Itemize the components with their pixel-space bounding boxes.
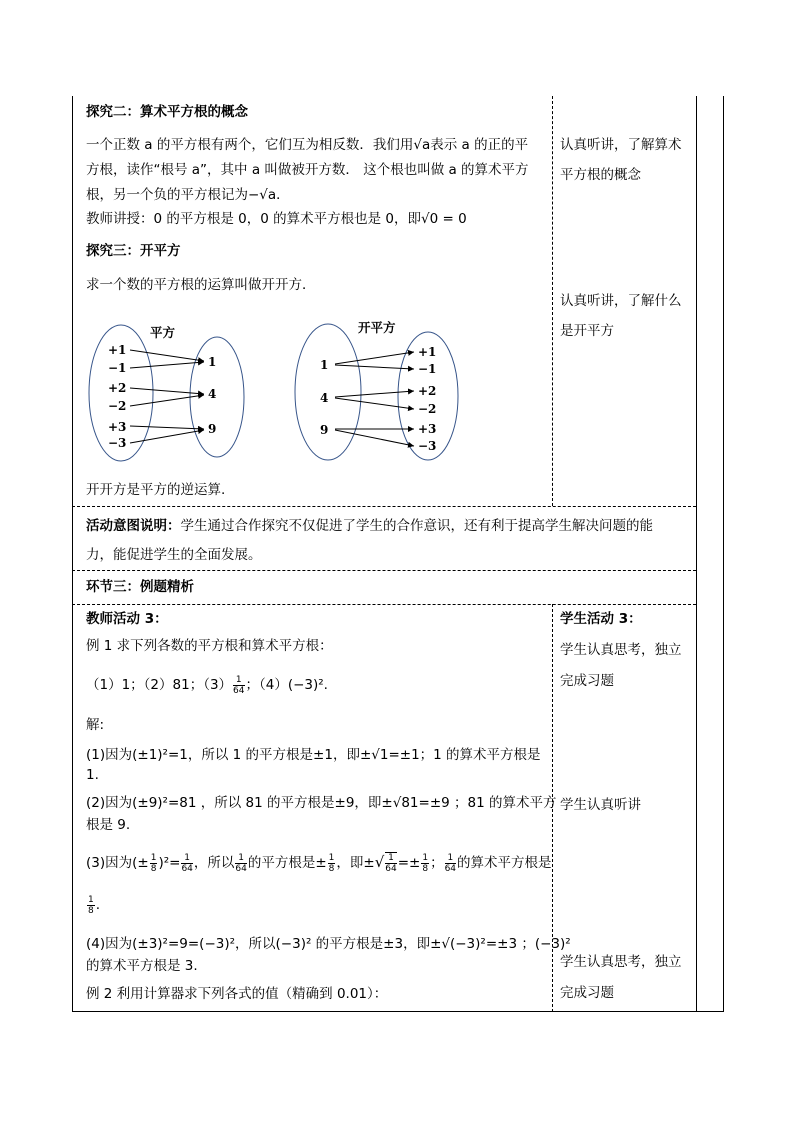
solution-line: (4)因为(±3)²=9=(−3)²，所以(−3)² 的平方根是±3，即±√(−3)²=±3 ；(−3)² [86,936,571,952]
items-text: （1）1；（2）81；（3） [86,677,233,693]
intent-text: 学生通过合作探究不仅促进了学生的合作意识，还有利于提高学生解决问题的能 [180,518,653,534]
element-label: 1 [320,358,329,372]
element-label: +3 [418,422,437,436]
intent-line: 力，能促进学生的全面发展。 [86,547,262,563]
teacher-activity-heading: 教师活动 3： [86,611,168,627]
student-note-line: 认真听讲，了解算术 [560,137,682,153]
example1-items [86,672,328,698]
section3-heading: 环节三：例题精析 [86,579,194,595]
element-label: +1 [418,345,437,359]
mapping-diagrams [80,312,540,472]
element-label: 1 [208,355,217,369]
explore3-definition: 求一个数的平方根的运算叫做开开方． [86,277,316,293]
element-label: 9 [208,422,217,436]
element-label: 9 [320,423,329,437]
student-note-line: 平方根的概念 [560,167,641,183]
student-activity-line: 完成习题 [560,985,614,1001]
solution-line-3-end: $\frac{1}{8}$ . [88,894,101,916]
student-activity-heading: 学生活动 3： [560,611,642,627]
right-set-ellipse [190,337,244,457]
teacher-lecture-text: 教师讲授：0 的平方根是 0，0 的算术平方根也是 0，即√0 = 0 [86,211,467,227]
element-label: −1 [418,362,437,376]
element-label: −2 [108,399,127,413]
student-activity-line: 学生认真思考，独立 [560,642,682,658]
column-divider-top [552,96,553,506]
element-label: +2 [418,384,437,398]
explore2-paragraph-line: 一个正数 a 的平方根有两个，它们互为相反数．我们用√a表示 a 的正的平 [86,137,529,153]
element-label: −1 [108,361,127,375]
square-diagram-title: 平方 [150,325,176,340]
element-label: −3 [108,436,127,450]
example1-prompt: 例 1 求下列各数的平方根和算术平方根： [86,638,333,654]
element-label: +2 [108,381,127,395]
student-note-line: 认真听讲，了解什么 [560,293,682,309]
solution-line: 根是 9. [86,817,131,833]
explore2-paragraph-line: 根，另一个负的平方根记为−√a． [86,187,290,203]
explore2-paragraph-line: 方根，读作“根号 a”，其中 a 叫做被开方数． 这个根也叫做 a 的算术平方 [86,162,529,178]
square-diagram [89,325,244,461]
row-divider [72,570,696,571]
row-divider [72,604,696,605]
solution-line-3: (3)因为(± $\frac{1}{8}$ )²= $\frac{1}{64}$ ，所以 $\frac{1}{64}$ 的平方根是± $\frac{1}{8}$ ，即±√ $\frac{1}{64}$ =± $\frac{1}{8}$ ； $\frac{1}{64}$ 的算术平方根是 [86,852,552,874]
explore3-heading: 探究三：开平方 [86,243,181,259]
student-activity-line: 完成习题 [560,673,614,689]
fraction: $\frac{1}{64}$ [233,674,245,696]
student-note-line: 是开平方 [560,323,614,339]
element-label: 4 [208,387,217,401]
explore3-conclusion: 开开方是平方的逆运算. [86,482,226,498]
student-activity-line: 学生认真思考，独立 [560,954,682,970]
intent-line [86,513,653,539]
solution-line: 1. [86,767,99,783]
items-text: ；（4）(−3)². [245,677,328,693]
mapping-arrows [130,350,204,443]
explore2-heading: 探究二：算术平方根的概念 [86,104,248,120]
element-label: +3 [108,420,127,434]
row-divider [72,506,696,507]
element-label: +1 [108,343,127,357]
element-label: −3 [418,439,437,453]
root-diagram-title: 开平方 [358,320,396,335]
mapping-arrows [335,352,414,446]
root-diagram [295,320,458,460]
solution-label: 解: [86,717,105,733]
solution-line: (2)因为(±9)²=81 ，所以 81 的平方根是±9，即±√81=±9 ；81 的算术平方 [86,795,557,811]
student-activity-line: 学生认真听讲 [560,797,641,813]
solution-line: 的算术平方根是 3. [86,958,198,974]
right-margin-column-border [696,96,697,1012]
element-label: 4 [320,391,329,405]
solution-line: (1)因为(±1)²=1，所以 1 的平方根是±1，即±√1=±1；1 的算术平方根是 [86,747,541,763]
element-label: −2 [418,402,437,416]
intent-label: 活动意图说明： [86,518,181,534]
example2-prompt: 例 2 利用计算器求下列各式的值（精确到 0.01）： [86,986,388,1002]
